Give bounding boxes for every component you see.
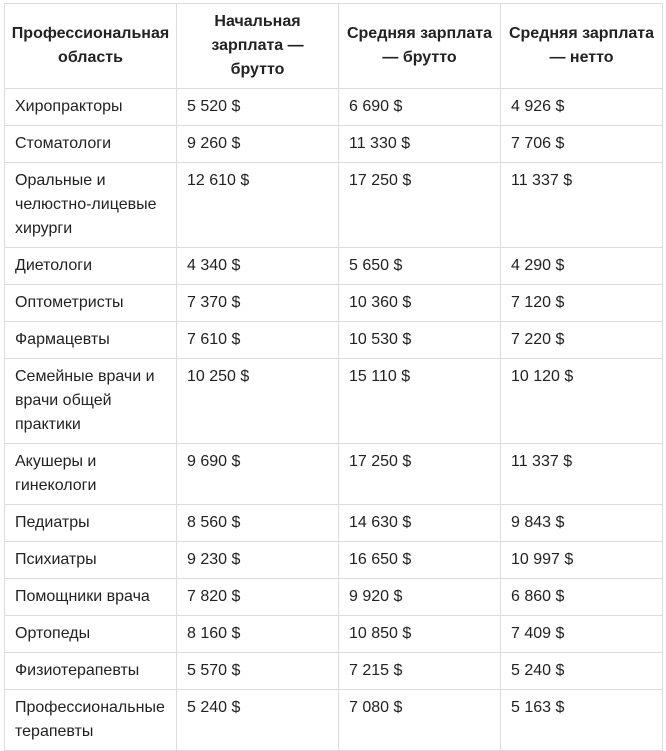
cell-starting-gross: 9 260 $ xyxy=(177,126,339,163)
cell-starting-gross: 4 340 $ xyxy=(177,248,339,285)
cell-average-net: 10 997 $ xyxy=(501,542,663,579)
cell-average-gross: 10 530 $ xyxy=(339,322,501,359)
cell-average-gross: 15 110 $ xyxy=(339,359,501,444)
header-starting-salary-gross: Начальная зарплата — брутто xyxy=(177,4,339,89)
cell-average-net: 5 163 $ xyxy=(501,690,663,751)
cell-average-net: 11 337 $ xyxy=(501,163,663,248)
cell-average-net: 5 240 $ xyxy=(501,653,663,690)
table-row xyxy=(5,322,663,359)
cell-profession: Физиотерапевты xyxy=(5,653,177,690)
cell-starting-gross: 7 610 $ xyxy=(177,322,339,359)
table-row xyxy=(5,542,663,579)
cell-starting-gross: 10 250 $ xyxy=(177,359,339,444)
cell-average-net: 6 860 $ xyxy=(501,579,663,616)
cell-profession: Оптометристы xyxy=(5,285,177,322)
salary-table xyxy=(4,3,663,751)
header-row xyxy=(5,4,663,89)
cell-profession: Диетологи xyxy=(5,248,177,285)
cell-profession: Акушеры и гинекологи xyxy=(5,444,177,505)
cell-average-gross: 11 330 $ xyxy=(339,126,501,163)
cell-average-gross: 14 630 $ xyxy=(339,505,501,542)
cell-average-gross: 7 080 $ xyxy=(339,690,501,751)
header-average-salary-net: Средняя зарплата — нетто xyxy=(501,4,663,89)
cell-profession: Хиропракторы xyxy=(5,89,177,126)
cell-average-net: 7 120 $ xyxy=(501,285,663,322)
cell-average-net: 7 706 $ xyxy=(501,126,663,163)
table-row xyxy=(5,505,663,542)
cell-average-net: 7 409 $ xyxy=(501,616,663,653)
cell-starting-gross: 9 230 $ xyxy=(177,542,339,579)
cell-average-net: 4 290 $ xyxy=(501,248,663,285)
cell-profession: Фармацевты xyxy=(5,322,177,359)
table-body xyxy=(5,89,663,751)
cell-average-net: 11 337 $ xyxy=(501,444,663,505)
cell-average-gross: 7 215 $ xyxy=(339,653,501,690)
cell-starting-gross: 5 520 $ xyxy=(177,89,339,126)
cell-starting-gross: 5 570 $ xyxy=(177,653,339,690)
cell-profession: Профессиональные терапевты xyxy=(5,690,177,751)
cell-average-net: 9 843 $ xyxy=(501,505,663,542)
cell-average-gross: 5 650 $ xyxy=(339,248,501,285)
cell-starting-gross: 8 160 $ xyxy=(177,616,339,653)
cell-starting-gross: 9 690 $ xyxy=(177,444,339,505)
table-row xyxy=(5,616,663,653)
table-row xyxy=(5,359,663,444)
cell-average-gross: 17 250 $ xyxy=(339,444,501,505)
cell-profession: Помощники врача xyxy=(5,579,177,616)
cell-starting-gross: 7 820 $ xyxy=(177,579,339,616)
cell-profession: Ортопеды xyxy=(5,616,177,653)
table-row xyxy=(5,126,663,163)
cell-average-net: 7 220 $ xyxy=(501,322,663,359)
table-row xyxy=(5,690,663,751)
cell-profession: Семейные врачи и врачи общей практики xyxy=(5,359,177,444)
table-row xyxy=(5,248,663,285)
cell-profession: Педиатры xyxy=(5,505,177,542)
cell-profession: Психиатры xyxy=(5,542,177,579)
cell-average-gross: 17 250 $ xyxy=(339,163,501,248)
table-row xyxy=(5,653,663,690)
header-professional-area: Профессиональная область xyxy=(5,4,177,89)
table-row xyxy=(5,89,663,126)
table-row xyxy=(5,163,663,248)
table-row xyxy=(5,285,663,322)
cell-average-gross: 16 650 $ xyxy=(339,542,501,579)
cell-average-gross: 10 850 $ xyxy=(339,616,501,653)
cell-average-net: 4 926 $ xyxy=(501,89,663,126)
cell-average-gross: 6 690 $ xyxy=(339,89,501,126)
salary-table-container xyxy=(4,3,662,751)
cell-average-gross: 9 920 $ xyxy=(339,579,501,616)
cell-profession: Оральные и челюстно-лицевые хирурги xyxy=(5,163,177,248)
cell-starting-gross: 12 610 $ xyxy=(177,163,339,248)
cell-average-net: 10 120 $ xyxy=(501,359,663,444)
cell-profession: Стоматологи xyxy=(5,126,177,163)
table-row xyxy=(5,579,663,616)
cell-starting-gross: 5 240 $ xyxy=(177,690,339,751)
header-average-salary-gross: Средняя зарплата — брутто xyxy=(339,4,501,89)
cell-average-gross: 10 360 $ xyxy=(339,285,501,322)
table-header xyxy=(5,4,663,89)
cell-starting-gross: 8 560 $ xyxy=(177,505,339,542)
table-row xyxy=(5,444,663,505)
cell-starting-gross: 7 370 $ xyxy=(177,285,339,322)
